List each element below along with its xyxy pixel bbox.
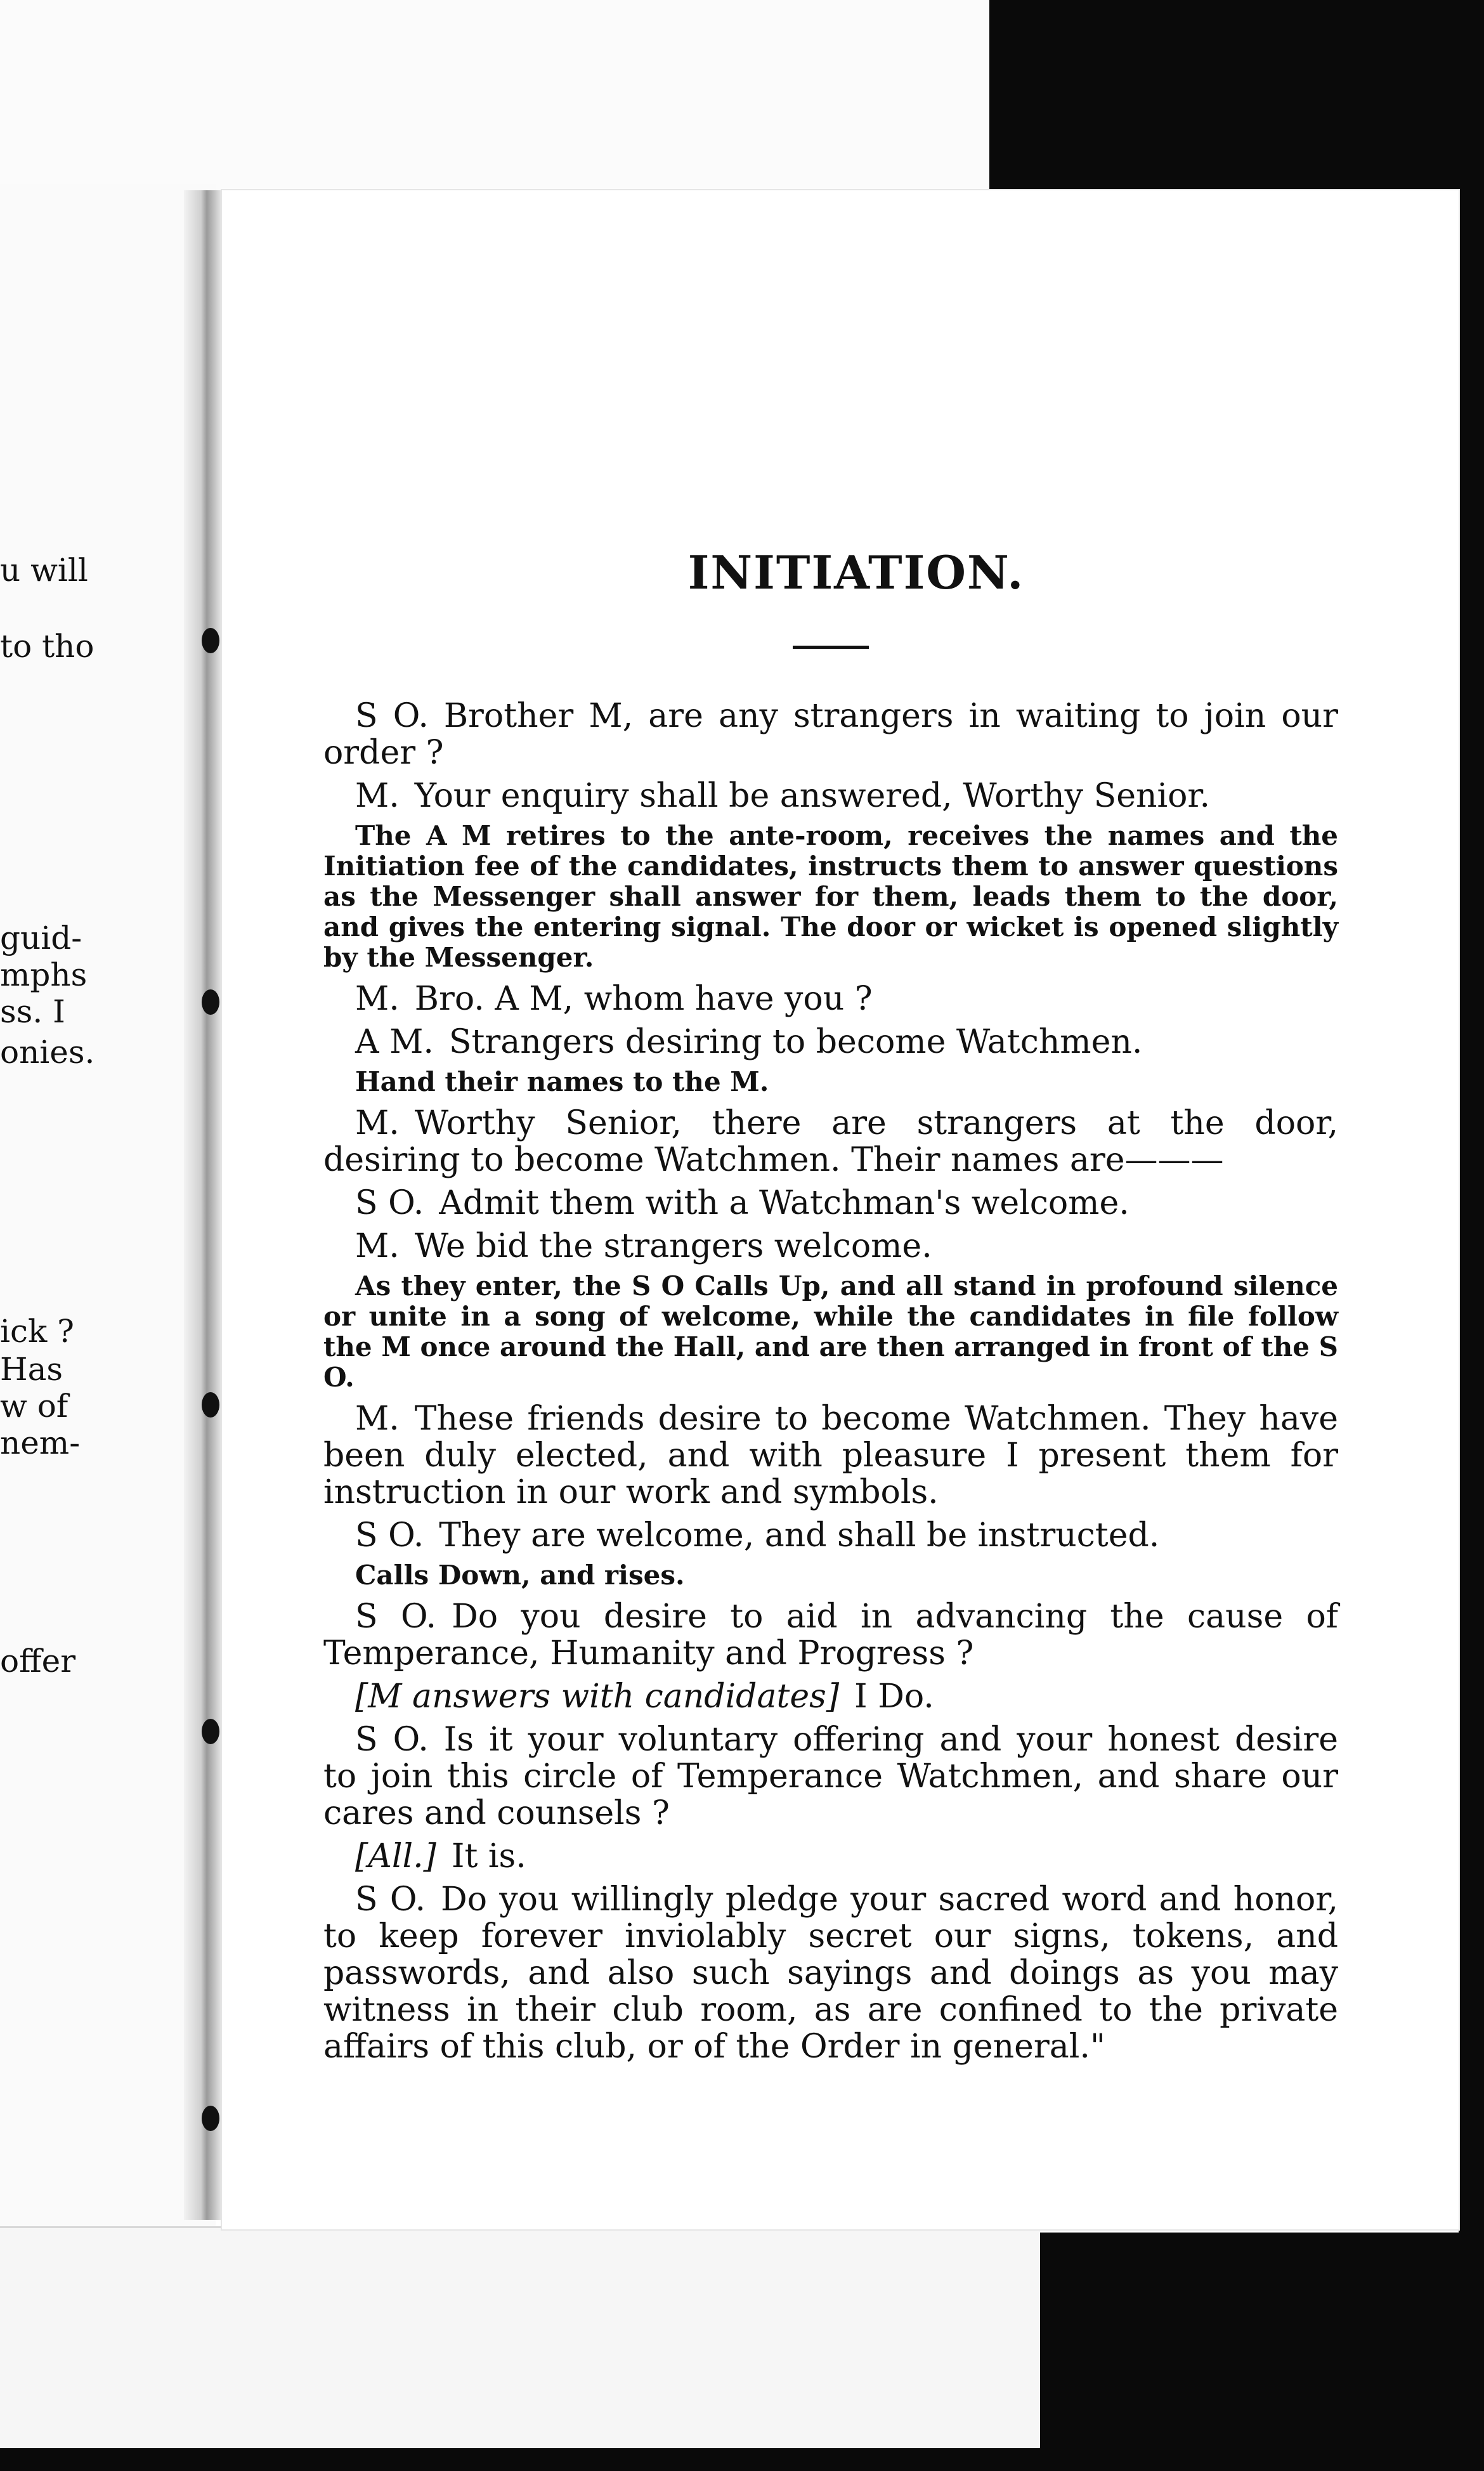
speaker-label: S O.: [355, 697, 429, 735]
left-page-fragment: ick ?: [0, 1313, 74, 1350]
dialogue-line: [323, 1185, 1338, 1222]
dialogue-text: Bro. A M, whom have you ?: [414, 980, 873, 1018]
dialogue-line: [323, 981, 1338, 1017]
stage-direction-text: Hand their names to the M.: [355, 1066, 769, 1097]
dialogue-text: Brother M, are any strangers in waiting to join our order ?: [323, 697, 1338, 772]
dialogue-text: Do you desire to aid in advancing the cause of Temperance, Humanity and Progress ?: [323, 1598, 1338, 1672]
dialogue-line: [323, 1517, 1338, 1554]
stitch-hole: [202, 1392, 219, 1418]
speaker-label: [M answers with candidates]: [355, 1678, 840, 1716]
speaker-label: S O.: [355, 1516, 424, 1555]
black-background-bottom-right: [1040, 2233, 1484, 2471]
stitch-hole: [202, 989, 219, 1015]
black-background-right: [1459, 0, 1484, 2471]
stage-direction-text: The A M retires to the ante-room, receives the names and the Initiation fee of the candidates, instructs them to answer questions as the Messenger shall answer for them, leads them to the door, and gives the entering signal. The door or wicket is opened slightly by the Messenger.: [323, 820, 1338, 973]
left-page-fragment: onies.: [0, 1034, 95, 1071]
speaker-label: [All.]: [355, 1837, 436, 1875]
black-background-top-right: [989, 0, 1484, 209]
stitch-hole: [202, 1719, 219, 1744]
speaker-label: M.: [355, 777, 400, 815]
dialogue-text: Admit them with a Watchman's welcome.: [439, 1184, 1129, 1222]
dialogue-line: [323, 1105, 1338, 1178]
speaker-label: S O.: [355, 1881, 426, 1919]
speaker-label: A M.: [355, 1023, 434, 1061]
dialogue-text: Do you willingly pledge your sacred word and honor, to keep forever inviolably secret our signs, tokens, and passwords, and also such sayings and doings as you may witness in their club room, as are confined to the private affairs of this club, or of the Order in general.": [323, 1881, 1339, 2066]
left-page-fragment: ss. I: [0, 993, 65, 1030]
left-page-fragment: offer: [0, 1643, 76, 1679]
left-page-fragment: nem-: [0, 1425, 81, 1461]
dialogue-text: Strangers desiring to become Watchmen.: [448, 1023, 1143, 1061]
left-page-fragment: w of: [0, 1388, 68, 1425]
dialogue-text: Your enquiry shall be answered, Worthy Senior.: [414, 777, 1211, 815]
dialogue-text: These friends desire to become Watchmen. They have been duly elected, and with pleasure I present them for instruction in our work and symbols.: [323, 1400, 1338, 1511]
speaker-label: S O.: [355, 1721, 429, 1759]
stage-direction: [323, 821, 1338, 973]
stitch-hole: [202, 2106, 219, 2131]
speaker-label: M.: [355, 1104, 400, 1142]
stitch-hole: [202, 628, 219, 653]
dialogue-text: They are welcome, and shall be instructed.: [439, 1516, 1160, 1555]
stage-direction: [323, 1067, 1338, 1097]
dialogue-line: [323, 1838, 1338, 1875]
left-facing-page: [0, 184, 216, 2226]
left-page-fragment: guid-: [0, 920, 82, 956]
dialogue-line: [323, 1721, 1338, 1832]
left-page-fragment: Has: [0, 1351, 63, 1388]
dialogue-line: [323, 1024, 1338, 1060]
back-sheet-bottom: [0, 2226, 1040, 2450]
speaker-label: M.: [355, 1400, 400, 1438]
dialogue-line: [323, 698, 1338, 771]
left-page-fragment: to tho: [0, 628, 94, 665]
page-text: [323, 698, 1338, 2071]
stage-direction-text: As they enter, the S O Calls Up, and all stand in profound silence or unite in a song of welcome, while the candidates in file follow the M once around the Hall, and are then arranged in front of the S O.: [323, 1270, 1338, 1393]
speaker-label: M.: [355, 1227, 400, 1265]
title-rule: [793, 646, 869, 649]
speaker-label: S O.: [355, 1184, 424, 1222]
back-sheet-top: [0, 0, 989, 190]
left-page-fragment: mphs: [0, 956, 88, 993]
dialogue-line: [323, 1598, 1338, 1672]
book-spine: [184, 190, 222, 2220]
page-title: INITIATION.: [687, 545, 1025, 599]
stage-direction-text: Calls Down, and rises.: [355, 1560, 685, 1591]
black-background-bottom: [0, 2448, 1484, 2471]
dialogue-text: It is.: [451, 1837, 526, 1875]
stage-direction: [323, 1271, 1338, 1393]
dialogue-text: We bid the strangers welcome.: [414, 1227, 932, 1265]
left-page-fragment: u will: [0, 552, 88, 589]
speaker-label: S O.: [355, 1598, 437, 1636]
dialogue-line: [323, 1881, 1338, 2065]
dialogue-text: Worthy Senior, there are strangers at the door, desiring to become Watchmen. Their names are———: [323, 1104, 1338, 1179]
dialogue-line: [323, 778, 1338, 814]
dialogue-line: [323, 1228, 1338, 1265]
dialogue-line: [323, 1678, 1338, 1715]
dialogue-text: Is it your voluntary offering and your honest desire to join this circle of Temperance Watchmen, and share our cares and counsels ?: [323, 1721, 1339, 1832]
speaker-label: M.: [355, 980, 400, 1018]
dialogue-text: I Do.: [854, 1678, 934, 1716]
dialogue-line: [323, 1400, 1338, 1511]
stage-direction: [323, 1560, 1338, 1591]
